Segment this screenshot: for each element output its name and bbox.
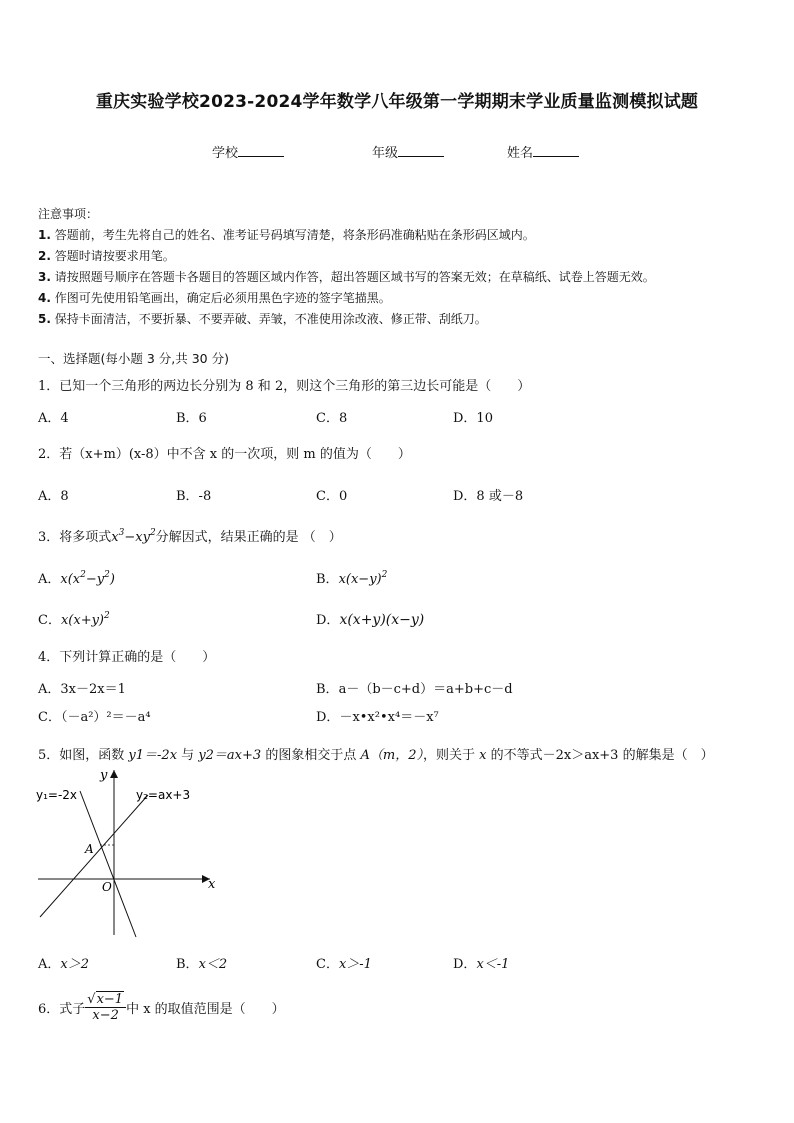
option-label: B． (316, 572, 339, 587)
q1-option-a[interactable]: A．4 (38, 411, 69, 426)
name-blank[interactable] (533, 144, 579, 157)
q1-option-b[interactable]: B．6 (176, 411, 207, 426)
option-text: 3x－2x＝1 (60, 682, 126, 697)
q1-option-c[interactable]: C．8 (316, 411, 348, 426)
notice-text: 答题时请按要求用笔。 (54, 249, 175, 263)
label-y2: y₂=ax+3 (136, 788, 191, 802)
q4-option-d[interactable] (316, 706, 439, 725)
option-label: D． (316, 710, 340, 725)
q5-option-c[interactable] (316, 953, 372, 972)
option-label: D． (453, 957, 477, 972)
line-y1 (80, 791, 136, 937)
school-blank[interactable] (238, 144, 284, 157)
name-label: 姓名 (507, 146, 534, 161)
question-3-stem (38, 526, 342, 545)
option-text: a－（b－c+d）＝a+b+c－d (338, 682, 513, 697)
q5-func-2: y2＝ax+3 (194, 748, 266, 763)
q5-stem-pre: 5．如图，函数 (38, 748, 125, 763)
option-text: x＜-1 (476, 957, 510, 972)
option-label: B． (176, 957, 199, 972)
q3-option-a[interactable]: A．$x(x^2-y^2)$ (38, 570, 115, 587)
notice-item (38, 268, 655, 285)
q5-stem-post: 的不等式－2x＞ax+3 的解集是（ ） (490, 748, 714, 763)
notice-num: 4. (38, 291, 51, 305)
y-axis-label: y (100, 768, 108, 783)
x-axis-label: x (208, 877, 216, 892)
q3-stem-post: 分解因式，结果正确的是 （ ） (155, 530, 342, 545)
option-label: B． (316, 682, 339, 697)
question-4-stem: 4．下列计算正确的是（ ） (38, 650, 216, 665)
line-y2 (40, 795, 148, 917)
y-axis-arrow-icon (110, 770, 118, 778)
grade-blank[interactable] (398, 144, 444, 157)
q5-point: A（m，2） (356, 748, 423, 763)
point-a-label: A (85, 842, 94, 856)
notice-num: 2. (38, 249, 51, 263)
notice-text: 答题前，考生先将自己的姓名、准考证号码填写清楚，将条形码准确粘贴在条形码区域内。 (54, 228, 535, 242)
option-label: C． (38, 613, 61, 628)
option-text: （－a²）²＝－a⁴ (60, 710, 151, 725)
option-text: x＞2 (60, 957, 89, 972)
question-6-stem (38, 992, 285, 1023)
option-text: x＜2 (198, 957, 228, 972)
option-label: A． (38, 572, 61, 587)
q3-option-d[interactable]: D．x(x+y)(x−y) (316, 612, 425, 628)
option-label: D． (316, 613, 340, 628)
q2-option-c[interactable]: C．0 (316, 489, 348, 504)
q3-option-b[interactable]: B．$x(x-y)^2$ (316, 570, 388, 587)
option-text: x＞-1 (338, 957, 372, 972)
option-label: C． (316, 957, 339, 972)
option-label: A． (38, 682, 61, 697)
q6-fraction: $\frac{√x-1}{x-2}$ (85, 992, 126, 1023)
question-5-stem: 5．如图，函数 y1＝-2x 与 y2＝ax+3 的图象相交于点 A（m，2），则关于 x 的不等式－2x＞ax+3 的解集是（ ） (38, 748, 714, 763)
notice-heading: 注意事项： (38, 207, 99, 221)
q3-stem-pre: 3．将多项式 (38, 530, 112, 545)
notice-text: 请按照题号顺序在答题卡各题目的答题区域内作答，超出答题区域书写的答案无效；在草稿纸、试卷上答题无效。 (54, 270, 655, 284)
q5-option-b[interactable] (176, 953, 227, 972)
option-label: A． (38, 957, 61, 972)
q4-option-c[interactable] (38, 706, 151, 725)
notice-text: 保持卡面清洁，不要折暴、不要弄破、弄皱，不准使用涂改液、修正带、刮纸刀。 (54, 312, 487, 326)
q6-stem-pre: 6．式子 (38, 1002, 86, 1017)
q2-option-a[interactable]: A．8 (38, 489, 69, 504)
question-1-stem: 1．已知一个三角形的两边长分别为 8 和 2，则这个三角形的第三边长可能是（ ） (38, 379, 531, 394)
q5-option-a[interactable] (38, 953, 89, 972)
notice-item (38, 289, 391, 306)
notice-num: 1. (38, 228, 51, 242)
question-2-stem: 2．若（x+m）(x-8）中不含 x 的一次项，则 m 的值为（ ） (38, 447, 411, 462)
q5-stem-mid2: 的图象相交于点 (265, 748, 357, 763)
q6-stem-post: 中 x 的取值范围是（ ） (126, 1002, 285, 1017)
q5-stem-mid3: ，则关于 (422, 748, 475, 763)
grade-field[interactable] (372, 142, 444, 161)
page-title: 重庆实验学校2023-2024学年数学八年级第一学期期末学业质量监测模拟试题 (95, 92, 699, 112)
section-heading: 一、选择题(每小题 3 分,共 30 分) (38, 351, 229, 366)
q3-option-c[interactable]: C．$x(x+y)^2$ (38, 611, 110, 628)
q2-option-d[interactable]: D．8 或－8 (453, 489, 524, 504)
notice-num: 5. (38, 312, 51, 326)
q1-option-d[interactable]: D．10 (453, 411, 493, 426)
school-label: 学校 (212, 146, 239, 161)
notice-item (38, 247, 175, 264)
notice-num: 3. (38, 270, 51, 284)
notice-item (38, 226, 535, 243)
q5-func-1: y1＝-2x (124, 748, 182, 763)
q4-option-a[interactable] (38, 678, 126, 697)
notice-text: 作图可先使用铅笔画出，确定后必须用黑色字迹的签字笔描黑。 (54, 291, 391, 305)
option-text: －x•x²•x⁴＝－x⁷ (339, 710, 439, 725)
q5-option-d[interactable] (453, 953, 509, 972)
q2-option-b[interactable]: B．-8 (176, 489, 212, 504)
q3-polynomial: $x^3-xy^2$ (111, 528, 156, 545)
name-field[interactable] (507, 142, 579, 161)
school-field[interactable] (212, 142, 284, 161)
notice-item (38, 310, 487, 327)
q4-option-b[interactable] (316, 678, 513, 697)
origin-label: O (102, 880, 112, 894)
grade-label: 年级 (372, 146, 399, 161)
q5-graph (30, 765, 230, 940)
option-label: C． (38, 710, 61, 725)
q5-stem-mid1: 与 (181, 748, 195, 763)
label-y1: y₁=-2x (36, 788, 78, 802)
